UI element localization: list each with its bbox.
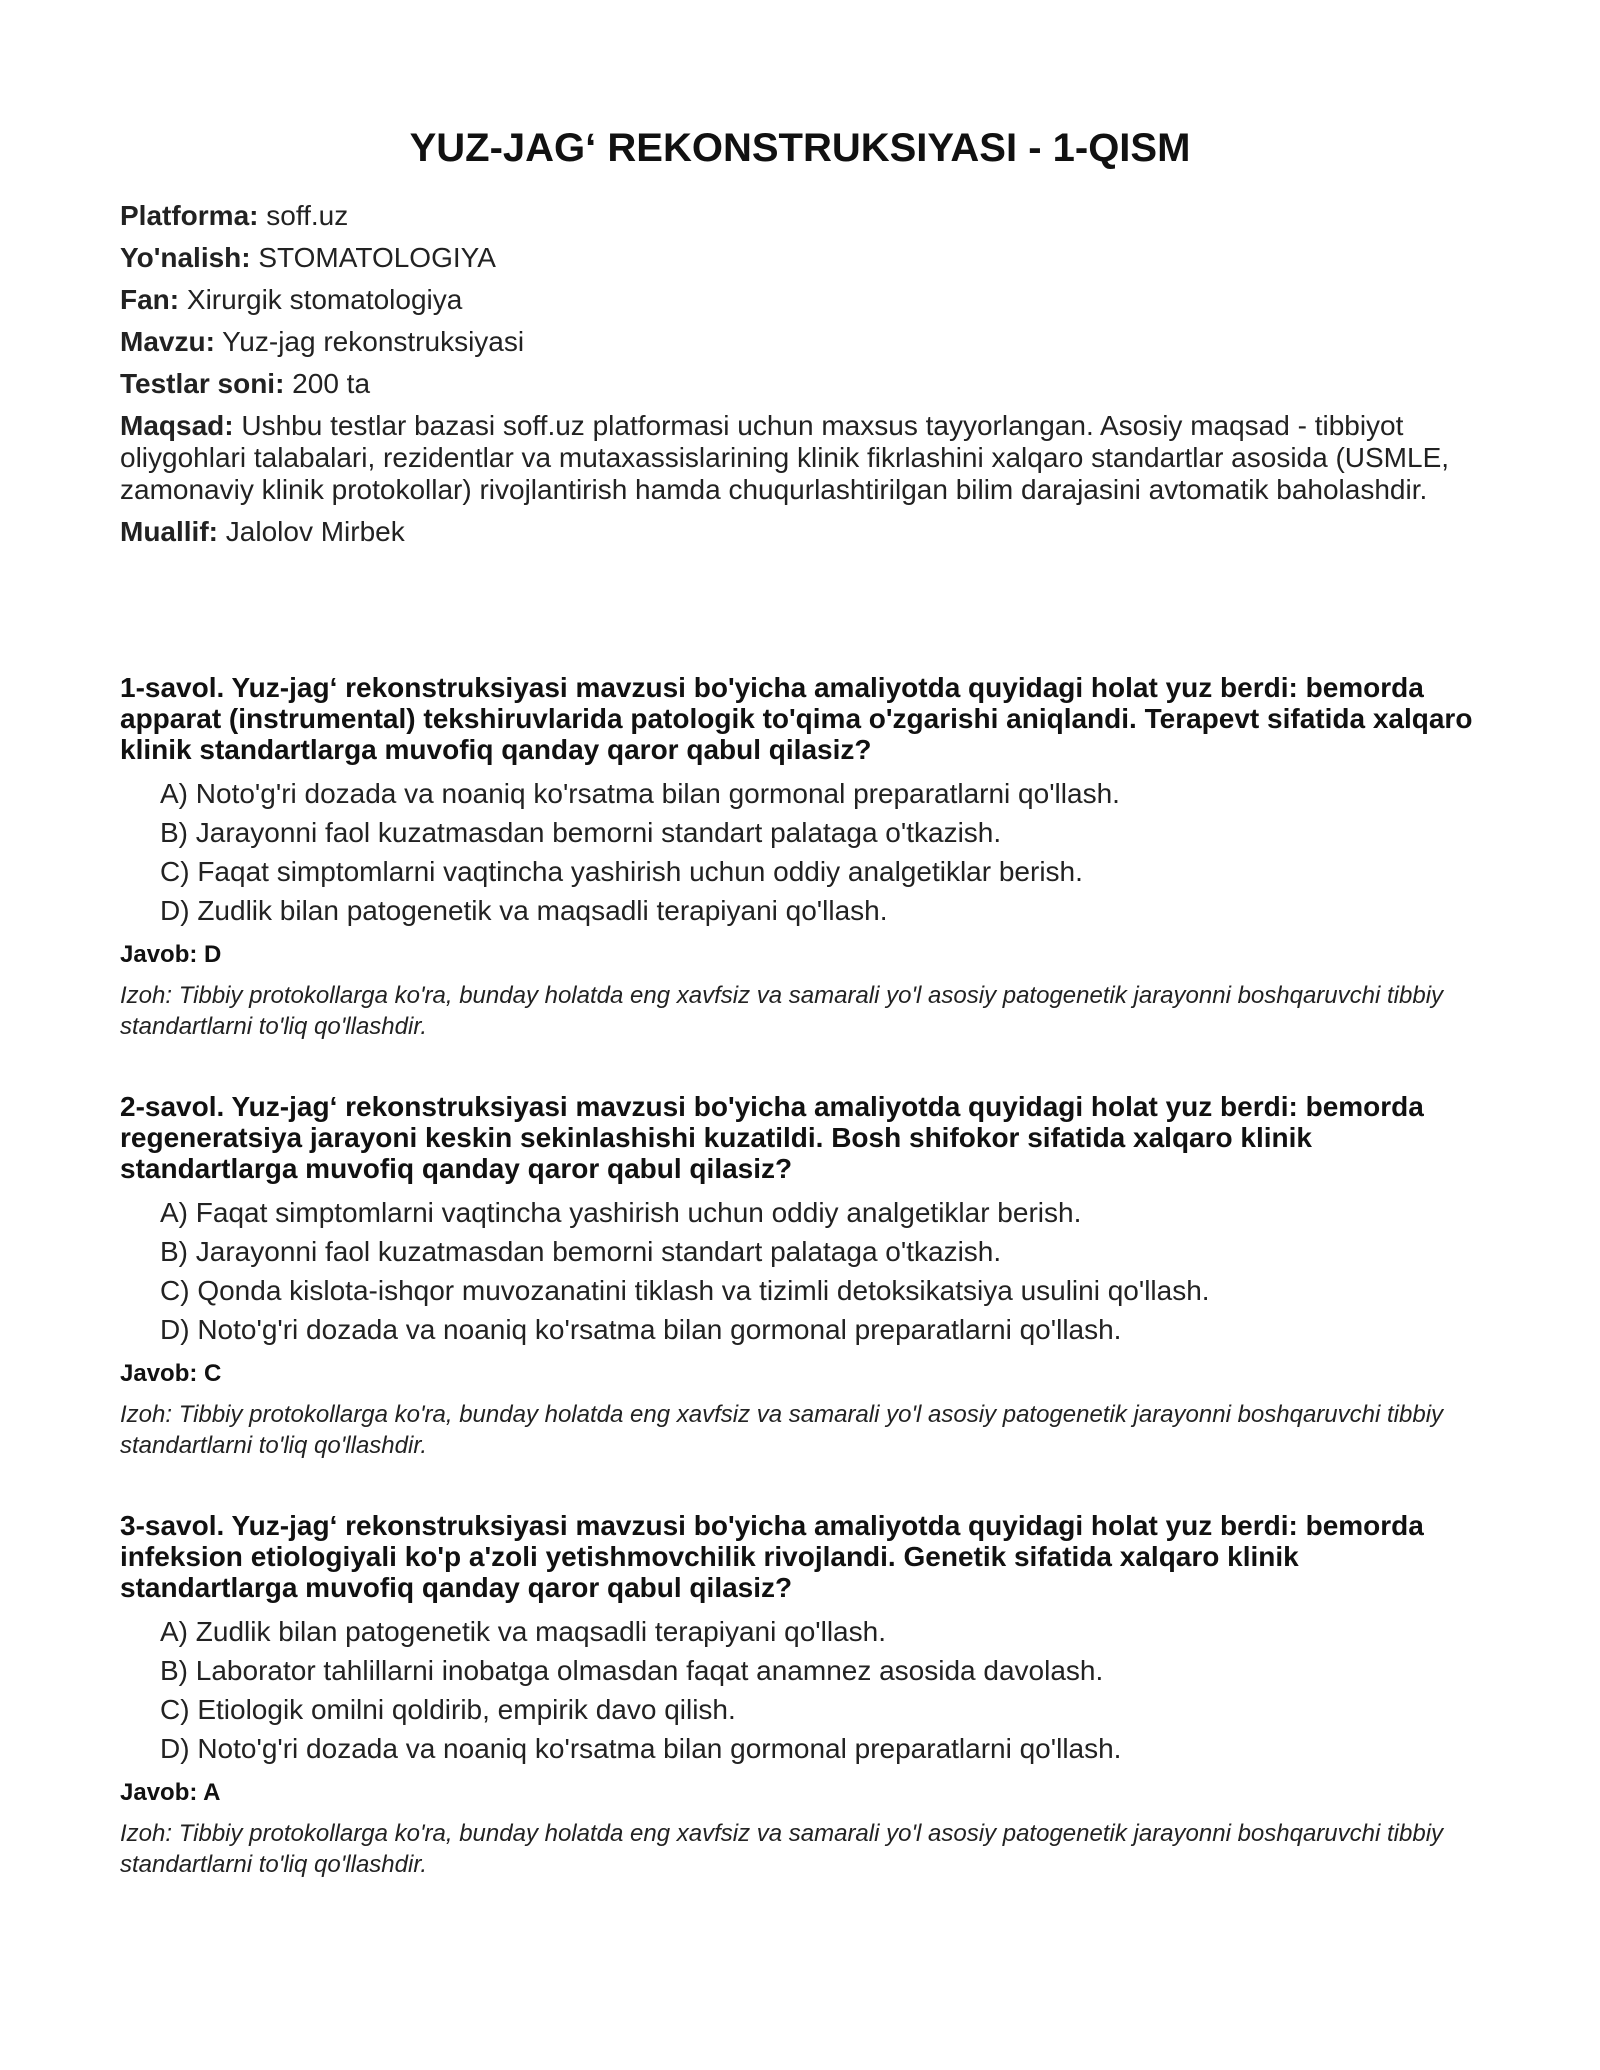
meta-author — [120, 516, 1480, 548]
option-c: C) Etiologik omilni qoldirib, empirik davo qilish. — [160, 1694, 736, 1725]
meta-subject — [120, 284, 1480, 316]
question-item — [120, 1091, 1480, 1461]
option-b: B) Jarayonni faol kuzatmasdan bemorni standart palataga o'tkazish. — [160, 817, 1002, 848]
explanation-text: Izoh: Tibbiy protokollarga ko'ra, bunday holatda eng xavfsiz va samarali yo'l asosiy patogenetik jarayonni boshqaruvchi tibbiy standartlarni to'liq qo'llashdir. — [120, 1401, 1444, 1459]
question-item — [120, 1510, 1480, 1880]
meta-test-count — [120, 368, 1480, 400]
option-list — [160, 1616, 1480, 1765]
option-d: D) Noto'g'ri dozada va noaniq ko'rsatma bilan gormonal preparatlarni qo'llash. — [160, 1733, 1122, 1764]
meta-label: Testlar soni: — [120, 368, 285, 399]
question-text: 1-savol. Yuz-jag‘ rekonstruksiyasi mavzusi bo'yicha amaliyotda quyidagi holat yuz berdi: bemorda apparat (instrumental) tekshiruvlarida patologik to'qima o'zgarishi aniqlandi. Terapevt sifatida xalqaro klinik standartlarga muvofiq qanday qaror qabul qilasiz? — [120, 672, 1473, 765]
explanation-text: Izoh: Tibbiy protokollarga ko'ra, bunday holatda eng xavfsiz va samarali yo'l asosiy patogenetik jarayonni boshqaruvchi tibbiy standartlarni to'liq qo'llashdir. — [120, 1820, 1444, 1878]
option-b: B) Jarayonni faol kuzatmasdan bemorni standart palataga o'tkazish. — [160, 1236, 1002, 1267]
answer-label: Javob: A — [120, 1779, 221, 1806]
meta-value: Xirurgik stomatologiya — [179, 284, 463, 315]
document-title: YUZ-JAG‘ REKONSTRUKSIYASI - 1-QISM — [409, 126, 1191, 170]
option-d: D) Noto'g'ri dozada va noaniq ko'rsatma bilan gormonal preparatlarni qo'llash. — [160, 1314, 1122, 1345]
meta-value: STOMATOLOGIYA — [250, 242, 496, 273]
meta-label: Maqsad: — [120, 410, 234, 441]
meta-value: Yuz-jag rekonstruksiyasi — [214, 326, 525, 357]
option-list — [160, 1197, 1480, 1346]
meta-platform — [120, 200, 1480, 232]
meta-label: Muallif: — [120, 516, 218, 547]
metadata-block — [120, 200, 1480, 558]
option-c: C) Faqat simptomlarni vaqtincha yashirish uchun oddiy analgetiklar berish. — [160, 856, 1083, 887]
meta-label: Fan: — [120, 284, 180, 315]
meta-direction — [120, 242, 1480, 274]
meta-value: soff.uz — [258, 200, 349, 231]
question-text: 3-savol. Yuz-jag‘ rekonstruksiyasi mavzusi bo'yicha amaliyotda quyidagi holat yuz berdi: bemorda infeksion etiologiyali ko'p a'zoli yetishmovchilik rivojlandi. Genetik sifatida xalqaro klinik standartlarga muvofiq qanday qaror qabul qilasiz? — [120, 1510, 1424, 1603]
option-c: C) Qonda kislota-ishqor muvozanatini tiklash va tizimli detoksikatsiya usulini qo'llash. — [160, 1275, 1210, 1306]
meta-purpose — [120, 410, 1480, 506]
question-item — [120, 672, 1480, 1042]
meta-topic — [120, 326, 1480, 358]
option-a: A) Noto'g'ri dozada va noaniq ko'rsatma bilan gormonal preparatlarni qo'llash. — [160, 778, 1120, 809]
explanation-text: Izoh: Tibbiy protokollarga ko'ra, bunday holatda eng xavfsiz va samarali yo'l asosiy patogenetik jarayonni boshqaruvchi tibbiy standartlarni to'liq qo'llashdir. — [120, 982, 1444, 1040]
question-list — [120, 672, 1480, 1929]
option-a: A) Zudlik bilan patogenetik va maqsadli terapiyani qo'llash. — [160, 1616, 886, 1647]
option-d: D) Zudlik bilan patogenetik va maqsadli terapiyani qo'llash. — [160, 895, 888, 926]
answer-label: Javob: C — [120, 1360, 222, 1387]
question-text: 2-savol. Yuz-jag‘ rekonstruksiyasi mavzusi bo'yicha amaliyotda quyidagi holat yuz berdi: bemorda regeneratsiya jarayoni keskin sekinlashishi kuzatildi. Bosh shifokor sifatida xalqaro klinik standartlarga muvofiq qanday qaror qabul qilasiz? — [120, 1091, 1424, 1184]
meta-label: Yo'nalish: — [120, 242, 251, 273]
option-list — [160, 778, 1480, 927]
answer-label: Javob: D — [120, 941, 222, 968]
meta-value: 200 ta — [284, 368, 371, 399]
meta-label: Platforma: — [120, 200, 259, 231]
option-a: A) Faqat simptomlarni vaqtincha yashirish uchun oddiy analgetiklar berish. — [160, 1197, 1082, 1228]
option-b: B) Laborator tahlillarni inobatga olmasdan faqat anamnez asosida davolash. — [160, 1655, 1104, 1686]
meta-label: Mavzu: — [120, 326, 215, 357]
meta-value: Jalolov Mirbek — [218, 516, 405, 547]
meta-value: Ushbu testlar bazasi soff.uz platformasi uchun maxsus tayyorlangan. Asosiy maqsad - tibbiyot oliygohlari talabalari, rezidentlar va mutaxassislarining klinik fikrlashini xalqaro standartlar asosida (USMLE, zamonaviy klinik protokollar) rivojlantirish hamda chuqurlashtirilgan bilim darajasini avtomatik baholashdir. — [120, 410, 1450, 505]
